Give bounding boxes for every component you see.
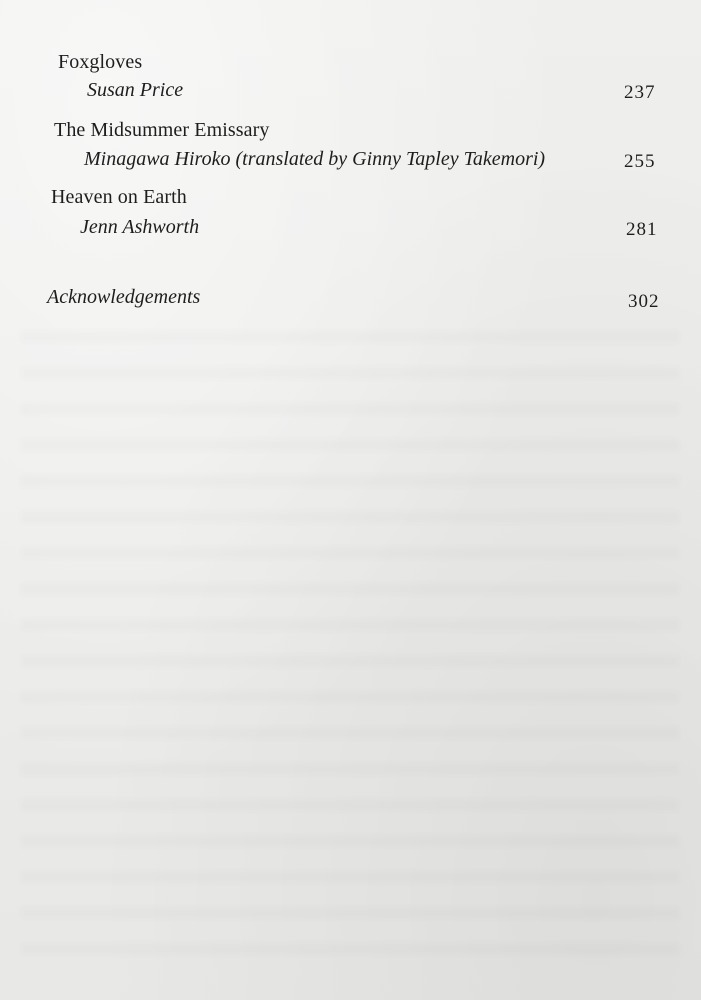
page-number: 255 xyxy=(624,151,656,172)
story-title: The Midsummer Emissary xyxy=(54,119,270,141)
story-title: Heaven on Earth xyxy=(51,186,187,208)
story-author: Jenn Ashworth xyxy=(80,216,200,238)
story-author: Susan Price xyxy=(87,79,184,101)
story-author: Minagawa Hiroko (translated by Ginny Tapley Takemori) xyxy=(84,148,546,170)
story-title: Foxgloves xyxy=(58,51,143,73)
page-number: 302 xyxy=(628,291,660,312)
acknowledgements-title: Acknowledgements xyxy=(47,286,201,308)
show-through-text xyxy=(20,330,680,970)
page-number: 237 xyxy=(624,82,656,103)
page-number: 281 xyxy=(626,219,658,240)
